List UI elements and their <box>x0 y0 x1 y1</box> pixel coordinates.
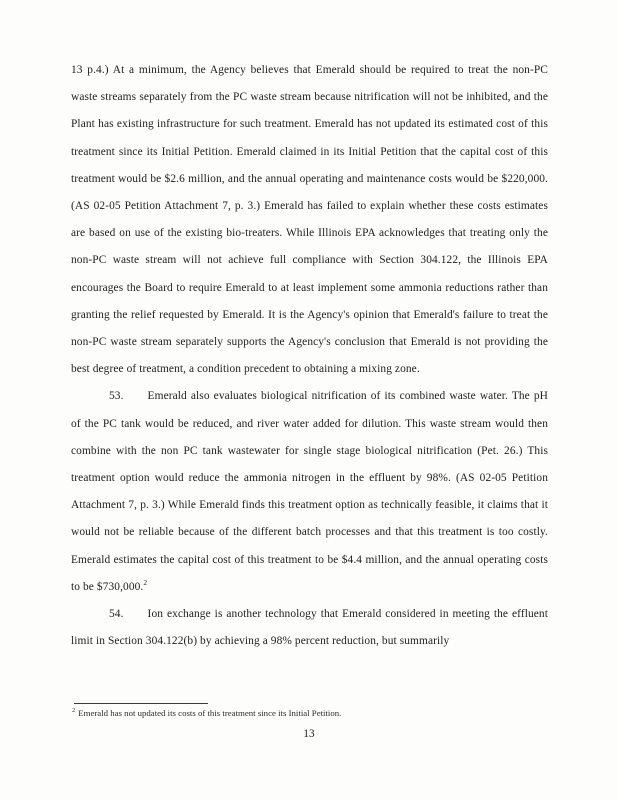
footnote-separator <box>74 703 208 704</box>
paragraph-54 <box>71 601 548 655</box>
footnote-text: Emerald has not updated its costs of this treatment since its Initial Petition. <box>78 708 342 718</box>
paragraph-text: 13 p.4.) At a minimum, the Agency believes that Emerald should be required to treat the non-PC waste streams separately from the PC waste stream because nitrification will not be inhibited, and the Plant has existing infrastructure for such treatment. Emerald has not updated its estimated cost of this treatment since its Initial Petition. Emerald claimed in its Initial Petition that the capital cost of this treatment would be $2.6 million, and the annual operating and maintenance costs would be $220,000. (AS 02-05 Petition Attachment 7, p. 3.) Emerald has failed to explain whether these costs estimates are based on use of the existing bio-treaters. While Illinois EPA acknowledges that treating only the non-PC waste stream will not achieve full compliance with Section 304.122, the Illinois EPA encourages the Board to require Emerald to at least implement some ammonia reductions rather than granting the relief requested by Emerald. It is the Agency's opinion that Emerald's failure to treat the non-PC waste stream separately supports the Agency's conclusion that Emerald is not providing the best degree of treatment, a condition precedent to obtaining a mixing zone. <box>71 64 548 376</box>
footnote-marker: 2 <box>72 707 76 715</box>
document-body <box>71 57 548 655</box>
paragraph-number: 53. <box>109 390 124 403</box>
page-number: 13 <box>303 728 315 740</box>
paragraph-53 <box>71 383 548 601</box>
paragraph-continuation <box>71 57 548 383</box>
paragraph-text: Emerald also evaluates biological nitrification of its combined waste water. The pH of the PC tank would be reduced, and river water added for dilution. This waste stream would then combine with the non PC tank wastewater for single stage biological nitrification (Pet. 26.) This treatment option would reduce the ammonia nitrogen in the effluent by 98%. (AS 02-05 Petition Attachment 7, p. 3.) While Emerald finds this treatment option as technically feasible, it claims that it would not be reliable because of the different batch processes and that this treatment is too costly. Emerald estimates the capital cost of this treatment to be $4.4 million, and the annual operating costs to be $730,000. <box>71 390 548 593</box>
footnote <box>72 707 550 719</box>
paragraph-text: Ion exchange is another technology that Emerald considered in meeting the effluent limit in Section 304.122(b) by achieving a 98% percent reduction, but summarily <box>71 608 548 648</box>
paragraph-number: 54. <box>109 608 124 621</box>
footnote-reference: 2 <box>143 578 148 588</box>
